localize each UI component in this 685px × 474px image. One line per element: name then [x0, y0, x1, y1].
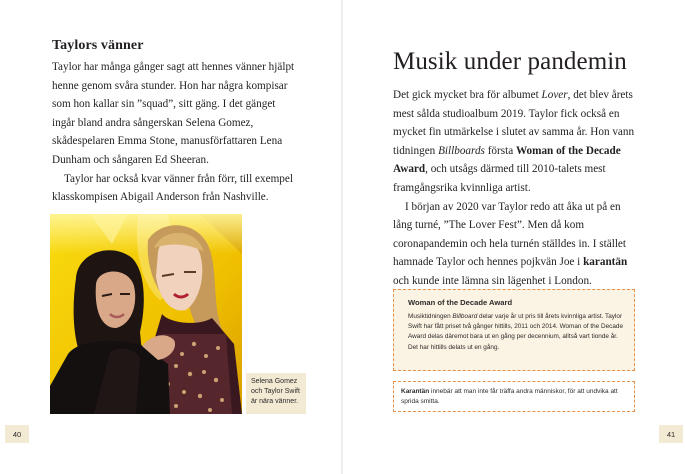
right-page — [343, 0, 685, 474]
text-run: I början av 2020 var Taylor redo att åka ut på en lång turné, ”The Lover Fest”. Men då kom coronapandemin och hela turnén ställdes in. I stället hamnade Taylor och hennes pojkvän Joe i — [393, 200, 626, 269]
fact-box — [393, 289, 635, 371]
page-number-left: 40 — [5, 425, 29, 443]
album-title: Lover — [541, 89, 568, 101]
text-run: delar varje år ut pris till årets kvinnliga artist. Taylor Swift har fått priset två gånger hittills, 2011 och 2014. Woman of the Decade Award delas däremot bara ut en gång per decennium, alltså vart tionde år. Det har hittills delats ut en gång. — [408, 313, 624, 351]
page-title: Musik under pandemin — [393, 48, 627, 75]
key-term: karantän — [583, 256, 628, 269]
friends-photo — [50, 214, 242, 414]
section-heading: Taylors vänner — [52, 38, 144, 53]
fact-box-text — [408, 312, 624, 353]
fact-box-title: Woman of the Decade Award — [408, 298, 513, 307]
left-body-text — [52, 58, 297, 207]
photo-illustration — [50, 214, 242, 414]
text-run: Musiktidningen — [408, 313, 453, 320]
text-run: Det gick mycket bra för albumet — [393, 89, 542, 101]
left-paragraph-2: Taylor har också kvar vänner från förr, till exempel klasskompisen Abigail Anderson från Nashville. — [52, 172, 293, 204]
magazine-name: Billboards — [438, 144, 485, 157]
left-page — [0, 0, 342, 474]
left-paragraph-1: Taylor har många gånger sagt att hennes vänner hjälpt henne genom svåra stunder. Hon har några kompisar som hon kallar sin ”squad”, sitt gäng. I det gänget ingår bland andra sångerskan Selena Gomez, skådespelaren Emma Stone, manusförfattaren Lena Dunham och sångaren Ed Sheeran. — [52, 61, 295, 166]
right-paragraph-2 — [393, 198, 639, 291]
definition-box — [393, 381, 635, 412]
photo-caption: Selena Gomez och Taylor Swift är nära vänner. — [246, 373, 306, 414]
right-paragraph-1 — [393, 86, 639, 198]
right-body-text — [393, 86, 639, 291]
text-run: och kunde inte lämna sin lägenhet i London. — [393, 274, 592, 287]
page-number-right: 41 — [659, 425, 683, 443]
magazine-name: Billboard — [452, 313, 478, 320]
text-run: första — [484, 144, 516, 157]
definition-term: Karantän — [401, 388, 430, 395]
text-run: , det blev årets mest sålda studioalbum 2019. Taylor fick också en mycket fin utmärkelse i slutet av samma år. Hon vann tidningen — [393, 89, 635, 157]
text-run: , och utsågs därmed till 2010-talets mest framgångsrika kvinnliga artist. — [393, 163, 606, 194]
definition-text: innebär att man inte får träffa andra människor, för att undvika att sprida smitta. — [401, 388, 618, 406]
award-name: Woman of the Decade Award — [393, 144, 621, 176]
